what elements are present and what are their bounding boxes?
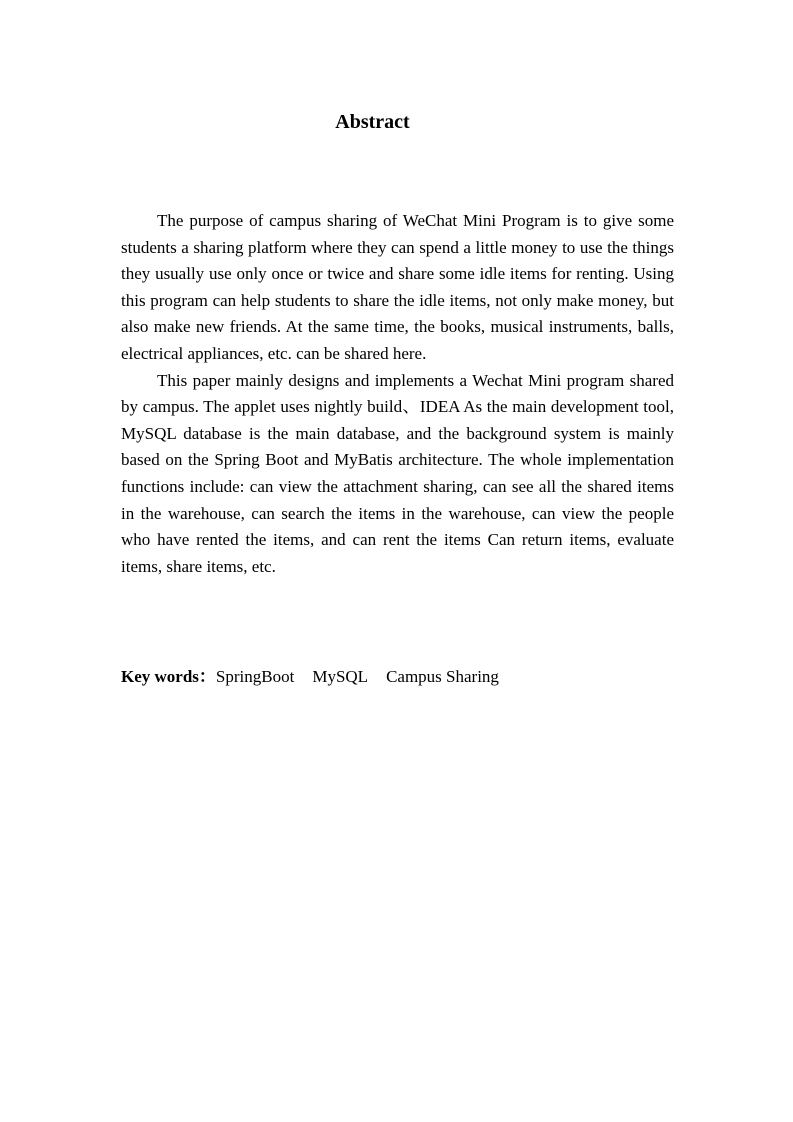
abstract-paragraph-2: This paper mainly designs and implements a Wechat Mini program shared by campus. The applet uses nightly build、IDEA As the main development tool, MySQL database is the main database, and the background system is mainly based on the Spring Boot and MyBatis architecture. The whole implementation functions include: can view the attachment sharing, can see all the shared items in the warehouse, can search the items in the warehouse, can view the people who have rented the items, and can rent the items Can return items, evaluate items, share items, etc. <box>121 370 674 576</box>
abstract-body <box>121 208 674 580</box>
keywords-label: Key words： <box>121 667 216 686</box>
keyword-campus-sharing: Campus Sharing <box>386 667 499 686</box>
abstract-paragraph-1: The purpose of campus sharing of WeChat Mini Program is to give some students a sharing platform where they can spend a little money to use the things they usually use only once or twice and share some idle items for renting. Using this program can help students to share the idle items, not only make money, but also make new friends. At the same time, the books, musical instruments, balls, electrical appliances, etc. can be shared here. <box>121 211 674 363</box>
abstract-title: Abstract <box>335 111 410 133</box>
keyword-mysql: MySQL <box>312 667 369 686</box>
keywords-line <box>121 663 674 691</box>
keyword-springboot: SpringBoot <box>215 667 295 686</box>
